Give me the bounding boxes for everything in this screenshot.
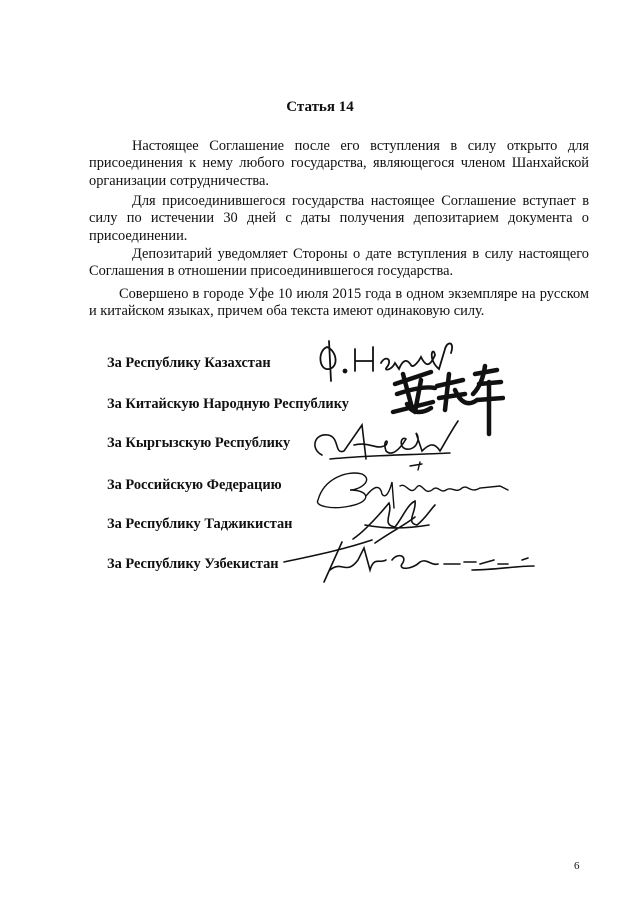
signatory-kyrgyzstan: За Кыргызскую Республику — [107, 435, 291, 451]
paragraph-depositary: Депозитарий уведомляет Стороны о дате вступления в силу настоящего Соглашения в отношении присоединившегося государства. — [89, 246, 589, 280]
signatory-tajikistan: За Республику Таджикистан — [107, 516, 293, 532]
signatory-uzbekistan: За Республику Узбекистан — [107, 556, 279, 572]
article-heading: Статья 14 — [286, 99, 354, 115]
paragraph-entry-into-force: Для присоединившегося государства настоящее Соглашение вступает в силу по истечении 30 дней с даты получения депозитарием документа о присоединении. — [89, 193, 589, 244]
signature-uzbekistan — [272, 530, 542, 590]
signatory-russia: За Российскую Федерацию — [107, 477, 282, 493]
paragraph-done-at: Совершено в городе Уфе 10 июля 2015 года в одном экземпляре на русском и китайском языках, причем оба текста имеют одинаковую силу. — [89, 286, 589, 320]
signatory-kazakhstan: За Республику Казахстан — [107, 355, 271, 371]
paragraph-accession: Настоящее Соглашение после его вступления в силу открыто для присоединения к нему любого государства, являющегося членом Шанхайской организации сотрудничества. — [89, 138, 589, 189]
page-number: 6 — [574, 860, 580, 872]
signatory-china: За Китайскую Народную Республику — [107, 396, 349, 412]
